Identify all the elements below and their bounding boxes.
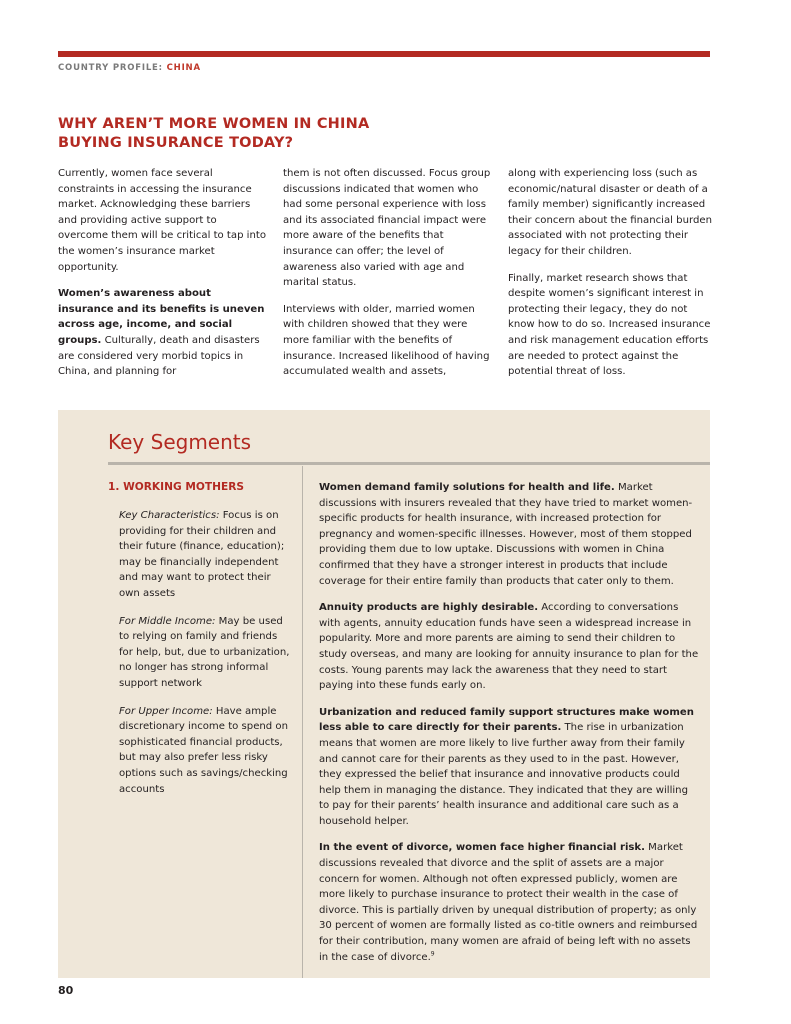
intro-paragraph: Currently, women face several constraints in accessing the insurance market. Acknowledging these barriers and providing active support to overcome them will be critical to tap into the women’s insurance market opportunity. (58, 168, 267, 273)
intro-paragraph: Interviews with older, married women with children showed that they were more familiar with the benefits of insurance. Increased likelihood of having accumulated wealth and assets, (283, 303, 490, 378)
intro-paragraph-text: Culturally, death and disasters are considered very morbid topics in China, and planning for (58, 334, 260, 378)
segment-findings (319, 480, 699, 976)
characteristic-label: For Middle Income: (119, 615, 216, 627)
finding-paragraph (319, 480, 699, 589)
characteristic-text: Have ample discretionary income to spend on sophisticated financial products, but may also prefer less risky options such as savings/checking accounts (119, 705, 288, 795)
finding-paragraph (319, 840, 699, 965)
finding-text: According to conversations with agents, annuity education funds have seen a widespread increase in popularity. More and more parents are aiming to send their children to study overseas, and many are looking for annuity insurance to plan for the costs. Young parents may lack the awareness that they need to start paying into these funds early on. (319, 602, 699, 692)
intro-paragraph: them is not often discussed. Focus group discussions indicated that women who had some personal experience with loss and its associated financial impact were more aware of the benefits that insurance can offer; the level of awareness also varied with age and marital status. (283, 168, 491, 289)
section-title-line-2: BUYING INSURANCE TODAY? (58, 135, 294, 151)
header-rule (58, 51, 710, 57)
page-number: 80 (58, 984, 74, 997)
country-profile-label (58, 63, 201, 73)
segment-characteristics (119, 508, 291, 809)
key-segments-divider (108, 462, 710, 465)
intro-column-2 (283, 166, 493, 391)
section-title-line-1: WHY AREN’T MORE WOMEN IN CHINA (58, 116, 370, 132)
characteristic-text: Focus is on providing for their children and their future (finance, education); may be financially independent and may want to protect their own assets (119, 510, 285, 599)
characteristic-item (119, 508, 291, 602)
profile-country: CHINA (166, 63, 201, 73)
finding-paragraph (319, 600, 699, 694)
footnote-marker[interactable]: 9 (430, 950, 435, 958)
finding-lead: In the event of divorce, women face higher financial risk. (319, 842, 645, 854)
characteristic-label: Key Characteristics: (119, 510, 220, 521)
characteristic-text: May be used to relying on family and friends for help, but, due to urbanization, no longer has strong informal support network (119, 615, 290, 689)
finding-paragraph (319, 705, 699, 830)
finding-text: Market discussions with insurers revealed that they have tried to market women-specific products for health insurance, with increased protection for pregnancy and women-specific illnesses. However, most of them stopped providing them due to low uptake. Discussions with women in China confirmed that they have a stronger interest in products that include coverage for their entire family than products that cater only to them. (319, 482, 693, 587)
finding-lead: Women demand family solutions for health and life. (319, 482, 615, 493)
section-title (58, 115, 458, 153)
finding-text: The rise in urbanization means that women are more likely to live further away from their family and cannot care for their parents as they used to in the past. However, they expressed the belief that insurance and innovative products could help them in managing the distance. They indicated that they are willing to pay for their parents’ health insurance and additional care such as a household helper. (319, 722, 688, 827)
intro-column-3 (508, 166, 714, 391)
intro-paragraph: Finally, market research shows that despite women’s significant interest in protecting their legacy, they do not know how to do so. Increased insurance and risk management education efforts are needed to protect against the potential threat of loss. (508, 272, 711, 378)
characteristic-item (119, 704, 291, 798)
intro-paragraph (58, 286, 268, 380)
finding-lead: Urbanization and reduced family support structures make women less able to care directly for their parents. (319, 706, 694, 734)
key-segments-title: Key Segments (108, 430, 252, 454)
finding-lead: Annuity products are highly desirable. (319, 602, 539, 614)
intro-column-1 (58, 166, 268, 391)
segment-heading: 1. WORKING MOTHERS (108, 481, 244, 493)
characteristic-item (119, 614, 291, 692)
finding-text: Market discussions revealed that divorce and the split of assets are a major concern for women. Although not often expressed publicly, women are more likely to purchase insurance to protect their wealth in the case of divorce. This is partially driven by unequal distribution of property; as only 30 percent of women are formally listed as co-title owners and reimbursed for their contribution, many women are afraid of being left with no assets in the case of divorce. (319, 842, 698, 963)
profile-prefix: COUNTRY PROFILE: (58, 63, 167, 73)
intro-paragraph: along with experiencing loss (such as economic/natural disaster or death of a family member) significantly increased their concern about the financial burden associated with not protecting their legacy for their children. (508, 168, 712, 257)
key-segments-column-divider (302, 466, 303, 978)
intro-bold-lead: Women’s awareness about insurance and its benefits is uneven across age, income, and social groups. (58, 288, 265, 346)
characteristic-label: For Upper Income: (119, 705, 213, 717)
